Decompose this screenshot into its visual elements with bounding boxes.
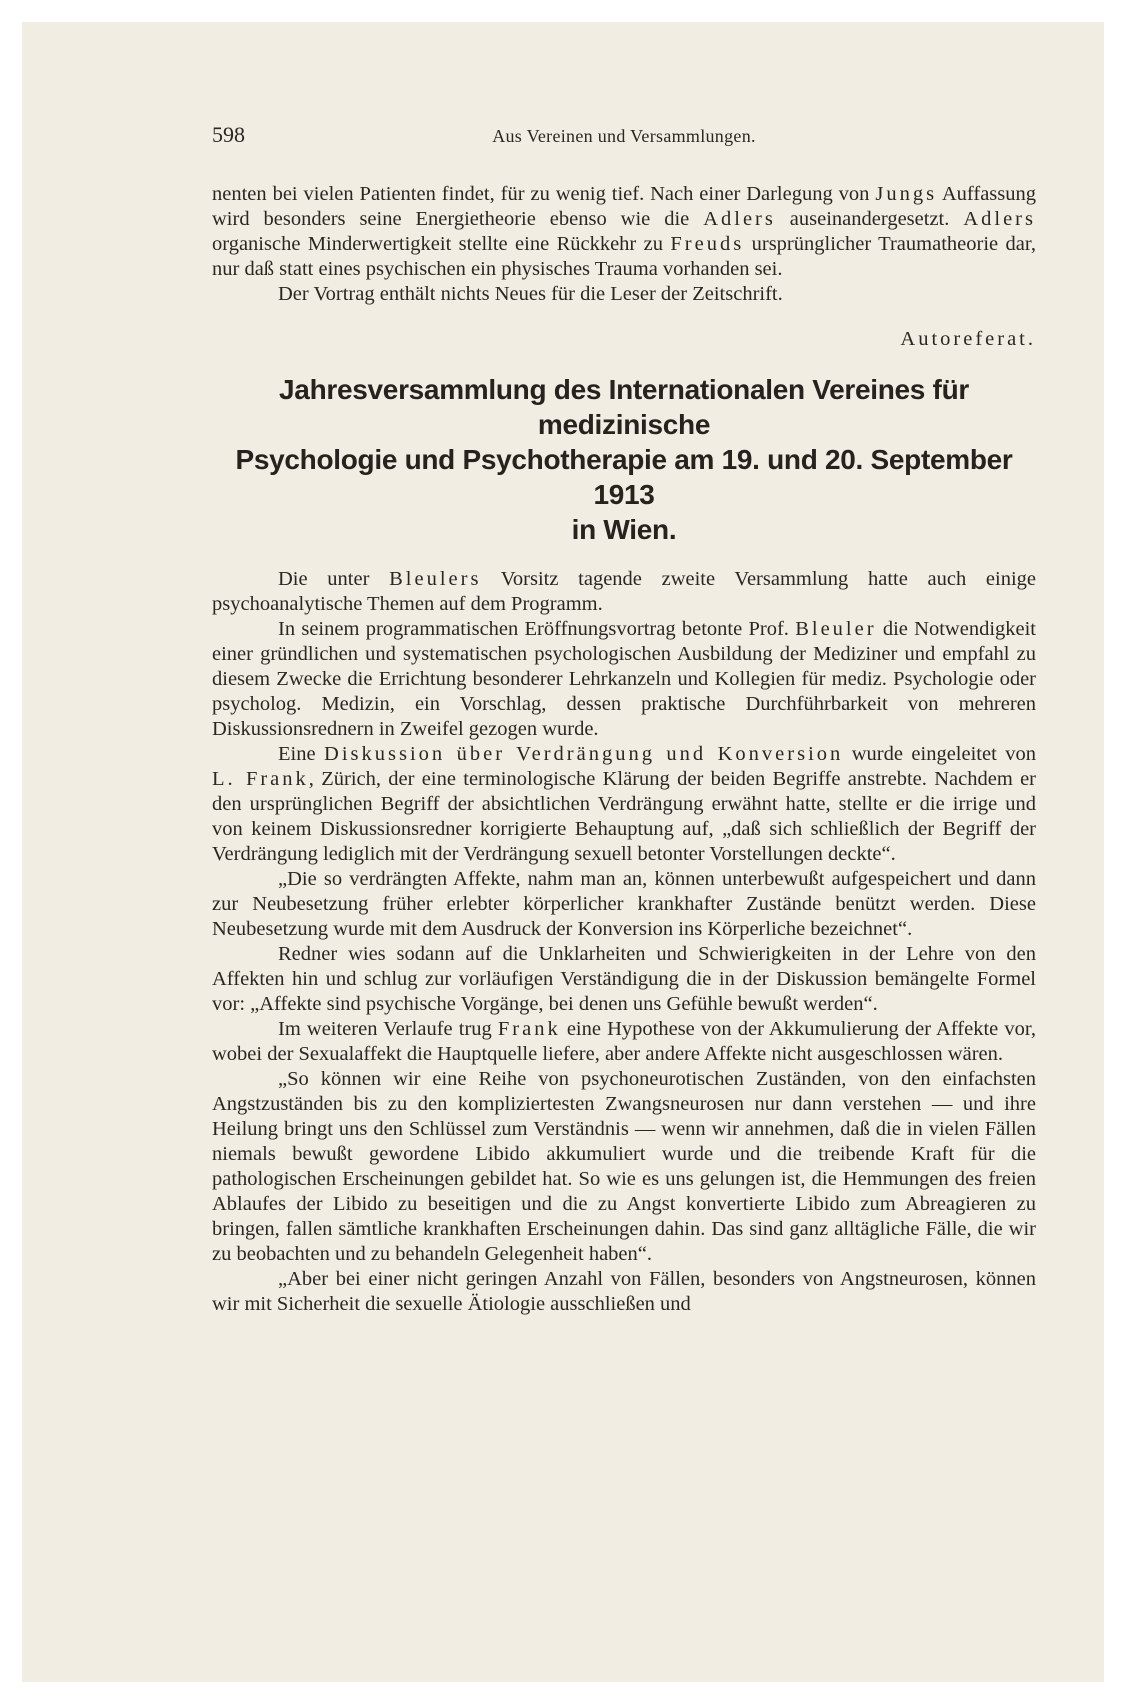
author-name: Adlers: [963, 208, 1036, 230]
author-name: Bleulers: [389, 568, 482, 590]
body-paragraph-1: Die unter Bleulers Vorsitz tagende zweite Versammlung hatte auch einige psychoanalytische Themen auf dem Programm.: [212, 568, 1036, 615]
author-name: Adlers: [703, 208, 776, 230]
body-paragraph-8: „Aber bei einer nicht geringen Anzahl von Fällen, besonders von Angstneurosen, können wir mit Sicherheit die sexuelle Ätiologie ausschließen und: [212, 1268, 1036, 1315]
author-name: Freuds: [670, 233, 745, 255]
page-content: [212, 122, 1036, 1317]
author-name: L. Frank: [212, 768, 309, 790]
author-name: Bleuler: [795, 618, 877, 640]
document-page: [22, 22, 1104, 1682]
page-number: 598: [212, 122, 245, 147]
intro-paragraph-1: nenten bei vielen Patienten findet, für zu wenig tief. Nach einer Darlegung von Jungs Auffassung wird besonders seine Energietheorie ebenso wie die Adlers auseinandergesetzt. Adlers organische Minderwertigkeit stellte eine Rückkehr zu Freuds ursprünglicher Traumatheorie dar, nur daß statt eines psychischen ein physisches Trauma vorhanden sei.: [212, 183, 1036, 280]
body-paragraph-3: Eine Diskussion über Verdrängung und Konversion wurde eingeleitet von L. Frank, Zürich, der eine terminologische Klärung der beiden Begriffe anstrebte. Nachdem er den ursprünglichen Begriff der absichtlichen Verdrängung erwähnt hatte, stellte er die irrige und von keinem Diskussionsredner korrigierte Behauptung auf, „daß sich schließlich der Begriff der Verdrängung lediglich mit der Verdrängung sexuell betonter Vorstellungen deckte“.: [212, 743, 1036, 865]
author-name: Jungs: [875, 183, 938, 205]
page-header: [212, 122, 1036, 158]
author-name: Frank: [497, 1018, 561, 1040]
body-paragraph-6: Im weiteren Verlaufe trug Frank eine Hypothese von der Akkumulierung der Affekte vor, wobei der Sexualaffekt die Hauptquelle liefere, aber andere Affekte nicht ausgeschlossen wären.: [212, 1018, 1036, 1065]
body-paragraph-7: „So können wir eine Reihe von psychoneurotischen Zuständen, von den einfachsten Angstzuständen bis zu den kompliziertesten Zwangsneurosen nur dann verstehen — und ihre Heilung bringt uns den Schlüssel zum Verständnis — wenn wir annehmen, daß die in vielen Fällen niemals bewußt gewordene Libido akkumuliert wurde und die treibende Kraft für die pathologischen Erscheinungen gebildet hat. So wie es uns gelungen ist, die Hemmungen des freien Ablaufes der Libido zu beseitigen und die zu Angst konvertierte Libido zum Abreagieren zu bringen, fallen sämtliche krankhaften Erscheinungen dahin. Das sind ganz alltägliche Fälle, die wir zu beobachten und zu behandeln Gelegenheit haben“.: [212, 1068, 1036, 1265]
body-paragraph-4: „Die so verdrängten Affekte, nahm man an, können unterbewußt aufgespeichert und dann zur Neubesetzung früher erlebter körperlicher krankhafter Zustände benützt werden. Diese Neubesetzung wurde mit dem Ausdruck der Konversion ins Körperliche bezeichnet“.: [212, 868, 1036, 940]
headline-line-1: Jahresversammlung des Internationalen Vereines für medizinische: [279, 374, 969, 440]
headline-line-2: Psychologie und Psychotherapie am 19. und 20. September 1913: [235, 444, 1013, 510]
running-head: Aus Vereinen und Versammlungen.: [492, 126, 756, 146]
section-headline: [212, 372, 1036, 547]
body-paragraph-5: Redner wies sodann auf die Unklarheiten und Schwierigkeiten in der Lehre von den Affekten hin und schlug zur vorläufigen Verständigung die in der Diskussion bemängelte Formel vor: „Affekte sind psychische Vorgänge, bei denen uns Gefühle bewußt werden“.: [212, 943, 1036, 1015]
headline-line-3: in Wien.: [571, 514, 677, 545]
topic-title: Diskussion über Verdrängung und Konversion: [324, 743, 844, 765]
body-paragraph-2: In seinem programmatischen Eröffnungsvortrag betonte Prof. Bleuler die Notwendigkeit einer gründlichen und systematischen psychologischen Ausbildung der Mediziner und empfahl zu diesem Zwecke die Errichtung besonderer Lehrkanzeln und Kollegien für mediz. Psychologie oder psycholog. Medizin, ein Vorschlag, dessen praktische Durchführbarkeit von mehreren Diskussionsrednern in Zweifel gezogen wurde.: [212, 618, 1037, 740]
signature: Autoreferat.: [900, 328, 1036, 350]
intro-paragraph-2: Der Vortrag enthält nichts Neues für die Leser der Zeitschrift.: [278, 283, 783, 305]
